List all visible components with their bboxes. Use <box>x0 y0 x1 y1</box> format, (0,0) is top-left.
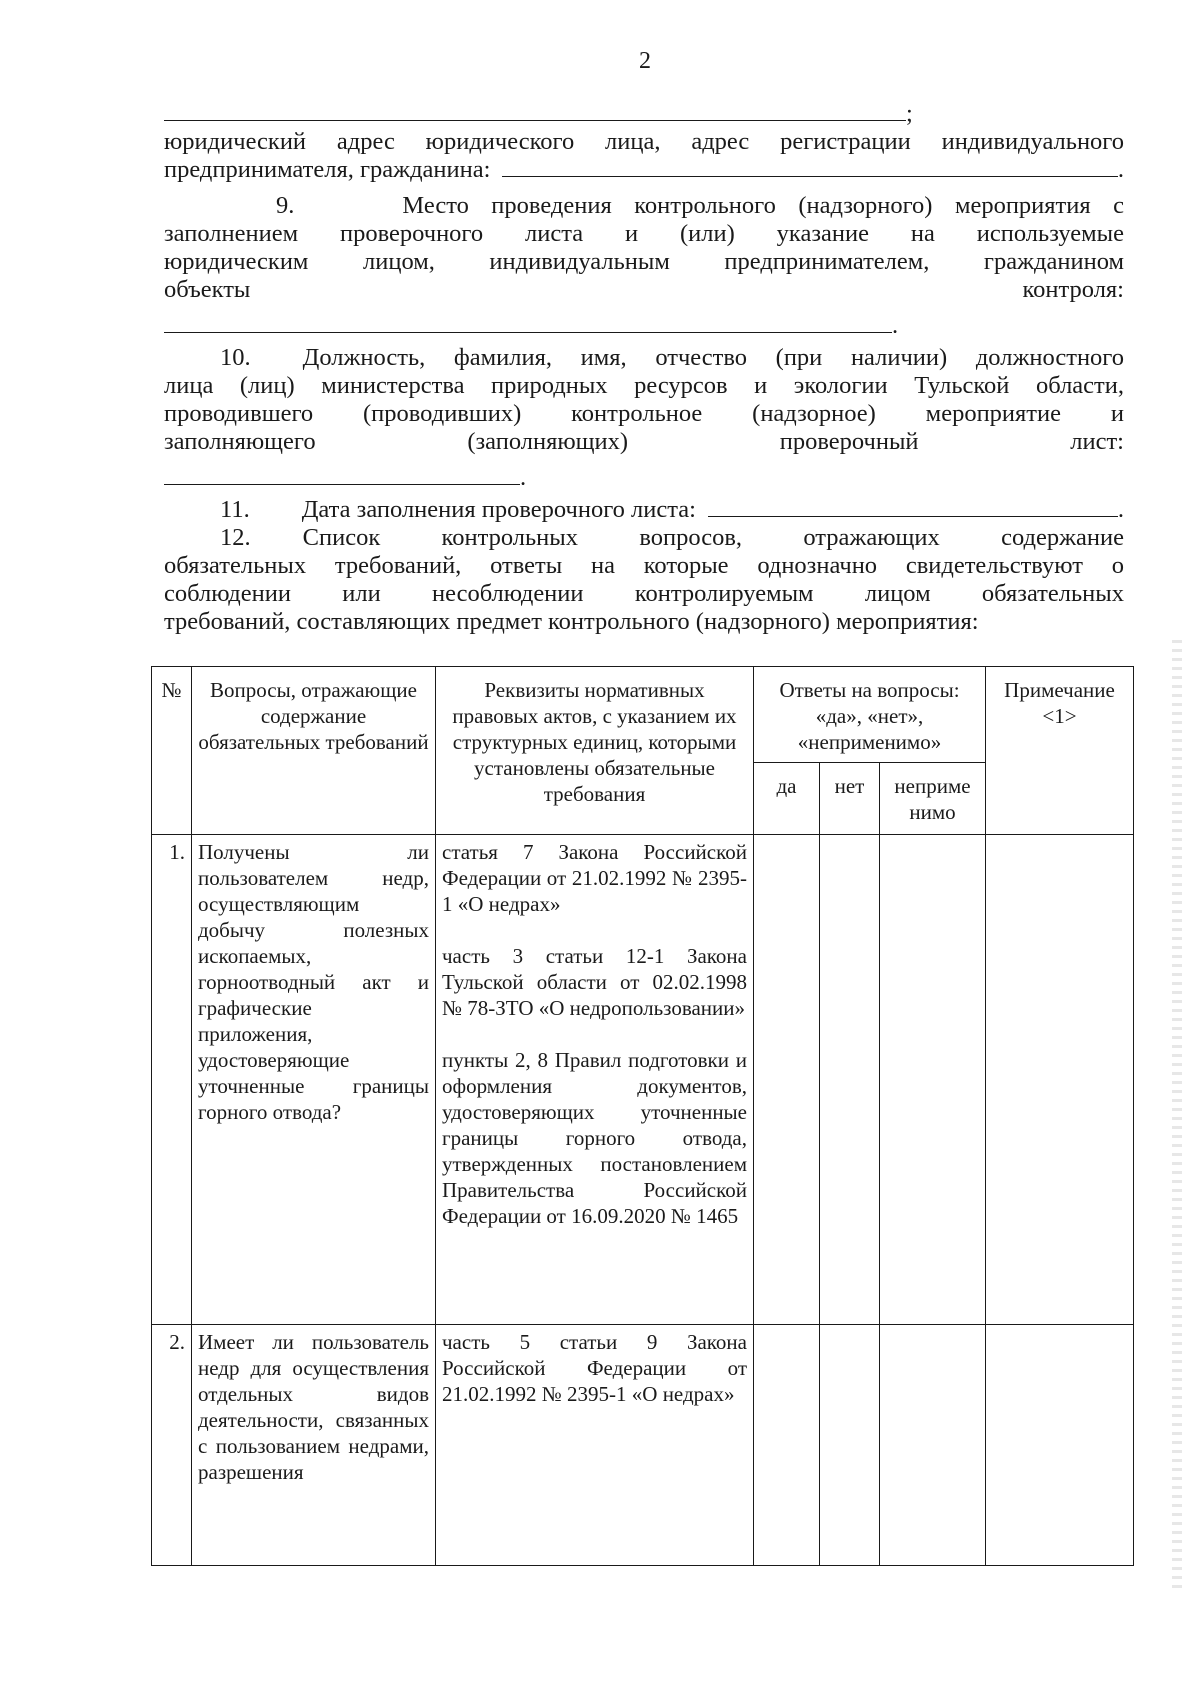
header-yes: да <box>754 763 820 835</box>
para-12-line-2: обязательных требований, ответы на которые однозначно свидетельствуют о <box>164 552 1124 579</box>
table-row <box>152 835 1134 1325</box>
fill-blank <box>708 496 1118 517</box>
para-12-line-3: соблюдении или несоблюдении контролируемым лицом обязательных <box>164 580 1124 607</box>
requisite-ref: статья 7 Закона Российской Федерации от 21.02.1992 № 2395-1 «О недрах» <box>442 840 747 916</box>
para-10-line-2: лица (лиц) министерства природных ресурсов и экологии Тульской области, <box>164 372 1124 399</box>
para-11 <box>164 496 1124 524</box>
checklist-table <box>151 666 1134 1566</box>
fill-blank <box>502 156 1117 177</box>
para-11-number: 11. <box>220 496 250 523</box>
requisite-ref: пункты 2, 8 Правил подготовки и оформления документов, удостоверяющих уточненные границы горного отвода, утвержденных постановлением Правительства Российской Федерации от 16.09.2020 № 1465 <box>442 1048 747 1228</box>
para-10-line-1: Должность, фамилия, имя, отчество (при наличии) должностного <box>302 344 1124 371</box>
answer-no-cell[interactable] <box>820 1325 880 1566</box>
header-note: Примечание <1> <box>986 667 1134 835</box>
row-requisites <box>436 835 754 1325</box>
para-9-line-4-right: контроля: <box>1022 276 1124 303</box>
para-8-continuation <box>164 100 1124 184</box>
para-9-number: 9. <box>276 192 295 219</box>
header-number: № <box>152 667 192 835</box>
line-end-mark: . <box>520 464 527 491</box>
answer-na-cell[interactable] <box>880 1325 986 1566</box>
para-12 <box>164 524 1124 636</box>
answer-yes-cell[interactable] <box>754 835 820 1325</box>
para-9-line-3: юридическим лицом, индивидуальным предпринимателем, гражданином <box>164 248 1124 275</box>
para-8-line-2: предпринимателя, гражданина: <box>164 156 491 183</box>
para-12-number: 12. <box>220 524 251 551</box>
page-number: 2 <box>639 48 651 74</box>
line-end-mark: . <box>892 312 899 339</box>
para-10-line-4: заполняющего (заполняющих) проверочный лист: <box>164 428 1124 455</box>
para-9 <box>164 192 1124 340</box>
line-end-mark: . <box>1117 156 1124 183</box>
para-11-text: Дата заполнения проверочного листа: <box>301 496 696 523</box>
para-10 <box>164 344 1124 492</box>
para-9-line-2: заполнением проверочного листа и (или) указание на используемые <box>164 220 1124 247</box>
para-8-line-1: юридический адрес юридического лица, адрес регистрации индивидуального <box>164 128 1124 155</box>
line-end-mark: ; <box>906 100 913 127</box>
line-end-mark: . <box>1117 496 1124 523</box>
para-9-line-4-left: объекты <box>164 276 251 303</box>
fill-blank <box>164 100 906 121</box>
header-na: неприме нимо <box>880 763 986 835</box>
header-answers: Ответы на вопросы: «да», «нет», «неприменимо» <box>754 667 986 763</box>
para-10-line-3: проводившего (проводивших) контрольное (надзорное) мероприятие и <box>164 400 1124 427</box>
header-no: нет <box>820 763 880 835</box>
para-12-line-1: Список контрольных вопросов, отражающих содержание <box>302 524 1124 551</box>
table-row <box>152 1325 1134 1566</box>
para-10-number: 10. <box>220 344 251 371</box>
row-number: 1. <box>152 835 192 1325</box>
table-header-row <box>152 667 1134 763</box>
row-question: Получены ли пользователем недр, осуществляющим добычу полезных ископаемых, горноотводный акт и графические приложения, удостоверяющие уточненные границы горного отвода? <box>192 835 436 1325</box>
answer-no-cell[interactable] <box>820 835 880 1325</box>
fill-blank <box>164 312 892 333</box>
answer-na-cell[interactable] <box>880 835 986 1325</box>
row-question: Имеет ли пользователь недр для осуществления отдельных видов деятельности, связанных с пользованием недрами, разрешения <box>192 1325 436 1566</box>
row-number: 2. <box>152 1325 192 1566</box>
requisite-ref: часть 5 статьи 9 Закона Российской Федерации от 21.02.1992 № 2395-1 «О недрах» <box>442 1330 747 1406</box>
answer-yes-cell[interactable] <box>754 1325 820 1566</box>
para-9-line-1: Место проведения контрольного (надзорного) мероприятия с <box>402 192 1124 219</box>
para-12-line-4: требований, составляющих предмет контрольного (надзорного) мероприятия: <box>164 608 979 635</box>
fill-blank <box>164 464 520 485</box>
requisite-ref: часть 3 статьи 12-1 Закона Тульской области от 02.02.1998 № 78-ЗТО «О недропользовании» <box>442 944 747 1020</box>
row-requisites <box>436 1325 754 1566</box>
note-cell[interactable] <box>986 835 1134 1325</box>
note-cell[interactable] <box>986 1325 1134 1566</box>
header-questions: Вопросы, отражающие содержание обязательных требований <box>192 667 436 835</box>
header-requisites: Реквизиты нормативных правовых актов, с указанием их структурных единиц, которыми установлены обязательные требования <box>436 667 754 835</box>
scan-edge-artifact <box>1172 640 1182 1590</box>
